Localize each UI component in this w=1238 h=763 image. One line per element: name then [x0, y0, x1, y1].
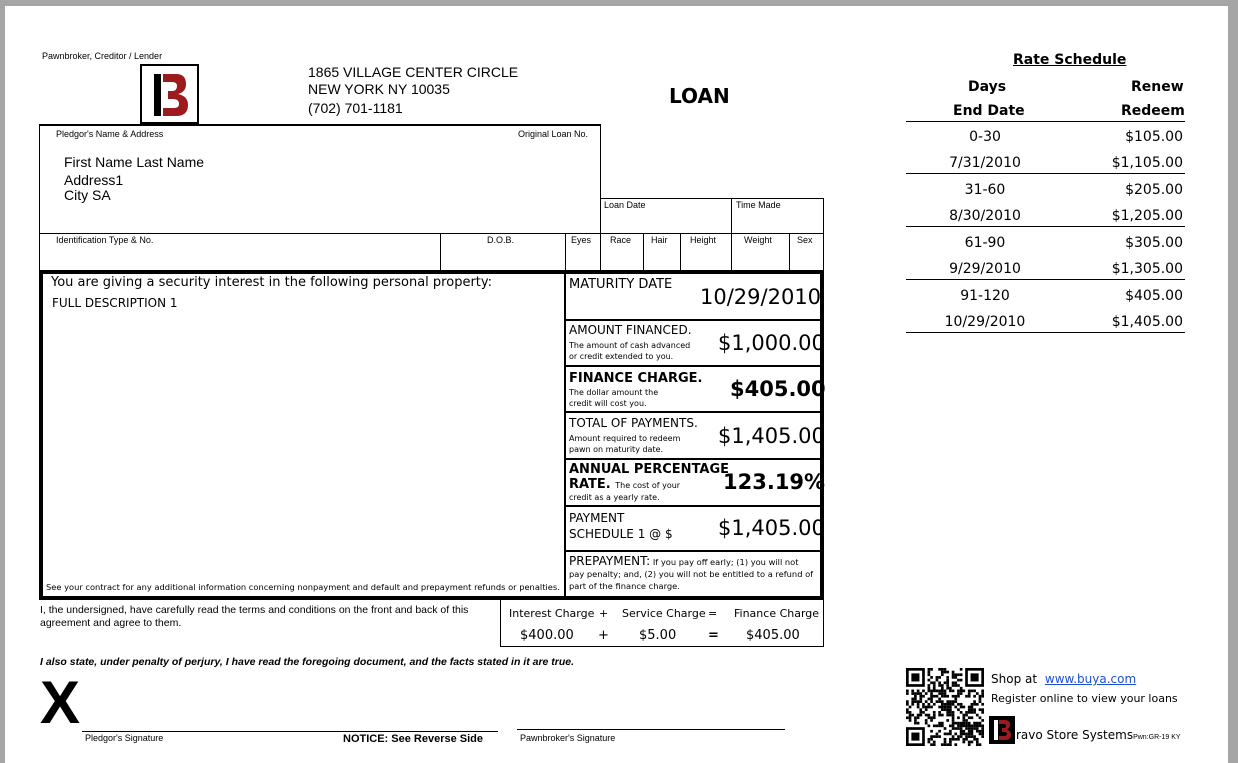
height-label: Height — [690, 235, 717, 245]
rate-end-date: 10/29/2010 — [944, 314, 1026, 330]
apr-label-line2: RATE. — [569, 477, 611, 492]
rate-col-days: Days — [968, 79, 1007, 95]
shop-at-label: Shop at — [991, 672, 1038, 686]
service-charge-label: Service Charge — [622, 607, 706, 620]
rate-end-date: 7/31/2010 — [949, 155, 1021, 171]
pledgor-signature-label: Pledgor's Signature — [85, 733, 164, 743]
id-type-label: Identification Type & No. — [56, 235, 154, 245]
apr-label-line1: ANNUAL PERCENTAGE — [569, 462, 730, 477]
rate-renew: $205.00 — [1125, 182, 1183, 198]
loan-date-label: Loan Date — [604, 200, 646, 210]
contract-note: See your contract for any additional information concerning nonpayment and default and prepayment refunds or penalties. — [46, 582, 560, 592]
register-online-text: Register online to view your loans — [991, 692, 1178, 705]
equals-sign-2: = — [708, 628, 719, 643]
buya-link[interactable]: www.buya.com — [1044, 672, 1137, 686]
prepayment-text3: part of the finance charge. — [569, 581, 680, 591]
hair-label: Hair — [651, 235, 668, 245]
rate-renew: $105.00 — [1125, 129, 1183, 145]
lender-label: Pawnbroker, Creditor / Lender — [42, 51, 163, 61]
rate-row-divider — [906, 332, 1185, 333]
rate-renew: $305.00 — [1125, 235, 1183, 251]
signature-x-mark: X — [40, 669, 81, 736]
rate-redeem: $1,305.00 — [1111, 261, 1183, 277]
rate-end-date: 8/30/2010 — [949, 208, 1021, 224]
rate-col-redeem: Redeem — [1121, 103, 1185, 119]
rate-row-divider — [906, 226, 1185, 227]
finance-charge-col-label: Finance Charge — [734, 607, 820, 620]
eyes-label: Eyes — [571, 235, 592, 245]
agreement-text2: agreement and agree to them. — [40, 617, 182, 629]
b-logo-icon — [142, 66, 197, 122]
form-title: LOAN — [669, 84, 730, 108]
total-payments-desc2: pawn on maturity date. — [569, 445, 664, 454]
store-phone: (702) 701-1181 — [308, 100, 403, 116]
rate-row-divider — [906, 173, 1185, 174]
store-address-line2: NEW YORK NY 10035 — [308, 81, 450, 97]
property-description: FULL DESCRIPTION 1 — [52, 296, 178, 310]
rate-schedule-title: Rate Schedule — [1013, 52, 1127, 68]
equals-sign-1: = — [708, 607, 718, 620]
maturity-label: MATURITY DATE — [569, 277, 673, 292]
pledgor-name: First Name Last Name — [64, 154, 205, 170]
interest-charge-value: $400.00 — [520, 628, 574, 643]
property-intro: You are giving a security interest in the following personal property: — [51, 275, 493, 290]
rate-col-renew: Renew — [1131, 79, 1184, 95]
rate-col-end-date: End Date — [953, 103, 1025, 119]
plus-sign-2: + — [598, 628, 609, 643]
qr-code-icon — [906, 668, 984, 746]
bravo-b-icon — [989, 716, 1015, 744]
amount-financed-desc2: or credit extended to you. — [569, 352, 674, 361]
pledgor-address1: Address1 — [64, 172, 124, 188]
pledgor-label: Pledgor's Name & Address — [56, 129, 164, 139]
payment-label-line1: PAYMENT — [569, 511, 625, 525]
rate-renew: $405.00 — [1125, 288, 1183, 304]
weight-label: Weight — [744, 235, 772, 245]
rate-days: 0-30 — [969, 129, 1001, 145]
rate-days: 31-60 — [964, 182, 1006, 198]
dob-label: D.O.B. — [487, 235, 515, 245]
apr-desc2: credit as a yearly rate. — [569, 493, 660, 502]
race-label: Race — [610, 235, 632, 245]
bravo-brand-text: ravo Store Systems — [1016, 728, 1134, 742]
interest-charge-label: Interest Charge — [509, 607, 595, 620]
payment-label-line2: SCHEDULE 1 @ $ — [569, 527, 673, 541]
amount-financed-value: $1,000.00 — [718, 331, 825, 355]
service-charge-value: $5.00 — [639, 628, 677, 643]
prepayment-text2: pay penalty; and, (2) you will not be entitled to a refund of — [569, 569, 814, 579]
finance-charge-desc2: credit will cost you. — [569, 399, 647, 408]
maturity-value: 10/29/2010 — [700, 285, 822, 309]
rate-redeem: $1,105.00 — [1111, 155, 1183, 171]
apr-desc1: The cost of your — [615, 481, 681, 490]
prepayment-text1: If you pay off early; (1) you will not — [652, 557, 799, 567]
logo — [140, 64, 199, 124]
sex-label: Sex — [797, 235, 813, 245]
pawnbroker-signature-label: Pawnbroker's Signature — [520, 733, 616, 743]
form-code: Pwn:GR-19 KY — [1133, 734, 1181, 741]
notice-reverse: NOTICE: See Reverse Side — [343, 733, 484, 745]
total-payments-label: TOTAL OF PAYMENTS. — [569, 416, 698, 430]
finance-charge-desc1: The dollar amount the — [569, 388, 659, 397]
rate-row-divider — [906, 279, 1185, 280]
prepayment-label: PREPAYMENT: — [569, 554, 651, 568]
agreement-text1: I, the undersigned, have carefully read the terms and conditions on the front and back of this — [40, 604, 469, 616]
rate-redeem: $1,405.00 — [1111, 314, 1183, 330]
perjury-statement: I also state, under penalty of perjury, I have read the foregoing document, and the facts stated in it are true. — [40, 656, 575, 668]
time-made-label: Time Made — [736, 200, 781, 210]
total-payments-desc1: Amount required to redeem — [569, 434, 681, 443]
apr-value: 123.19% — [723, 470, 826, 494]
rate-days: 61-90 — [964, 235, 1006, 251]
amount-financed-desc1: The amount of cash advanced — [569, 341, 691, 350]
rate-end-date: 9/29/2010 — [949, 261, 1021, 277]
finance-charge-label: FINANCE CHARGE. — [569, 371, 703, 386]
total-payments-value: $1,405.00 — [718, 424, 825, 448]
plus-sign-1: + — [599, 607, 609, 620]
rate-redeem: $1,205.00 — [1111, 208, 1183, 224]
payment-value: $1,405.00 — [718, 516, 825, 540]
bravo-logo — [989, 716, 1015, 744]
rate-days: 91-120 — [960, 288, 1010, 304]
pledgor-city: City SA — [64, 187, 111, 203]
amount-financed-label: AMOUNT FINANCED. — [569, 323, 692, 337]
finance-charge-value: $405.00 — [730, 377, 826, 401]
original-loan-label: Original Loan No. — [518, 129, 589, 139]
finance-charge-col-value: $405.00 — [746, 628, 800, 643]
store-address-line1: 1865 VILLAGE CENTER CIRCLE — [308, 64, 519, 80]
